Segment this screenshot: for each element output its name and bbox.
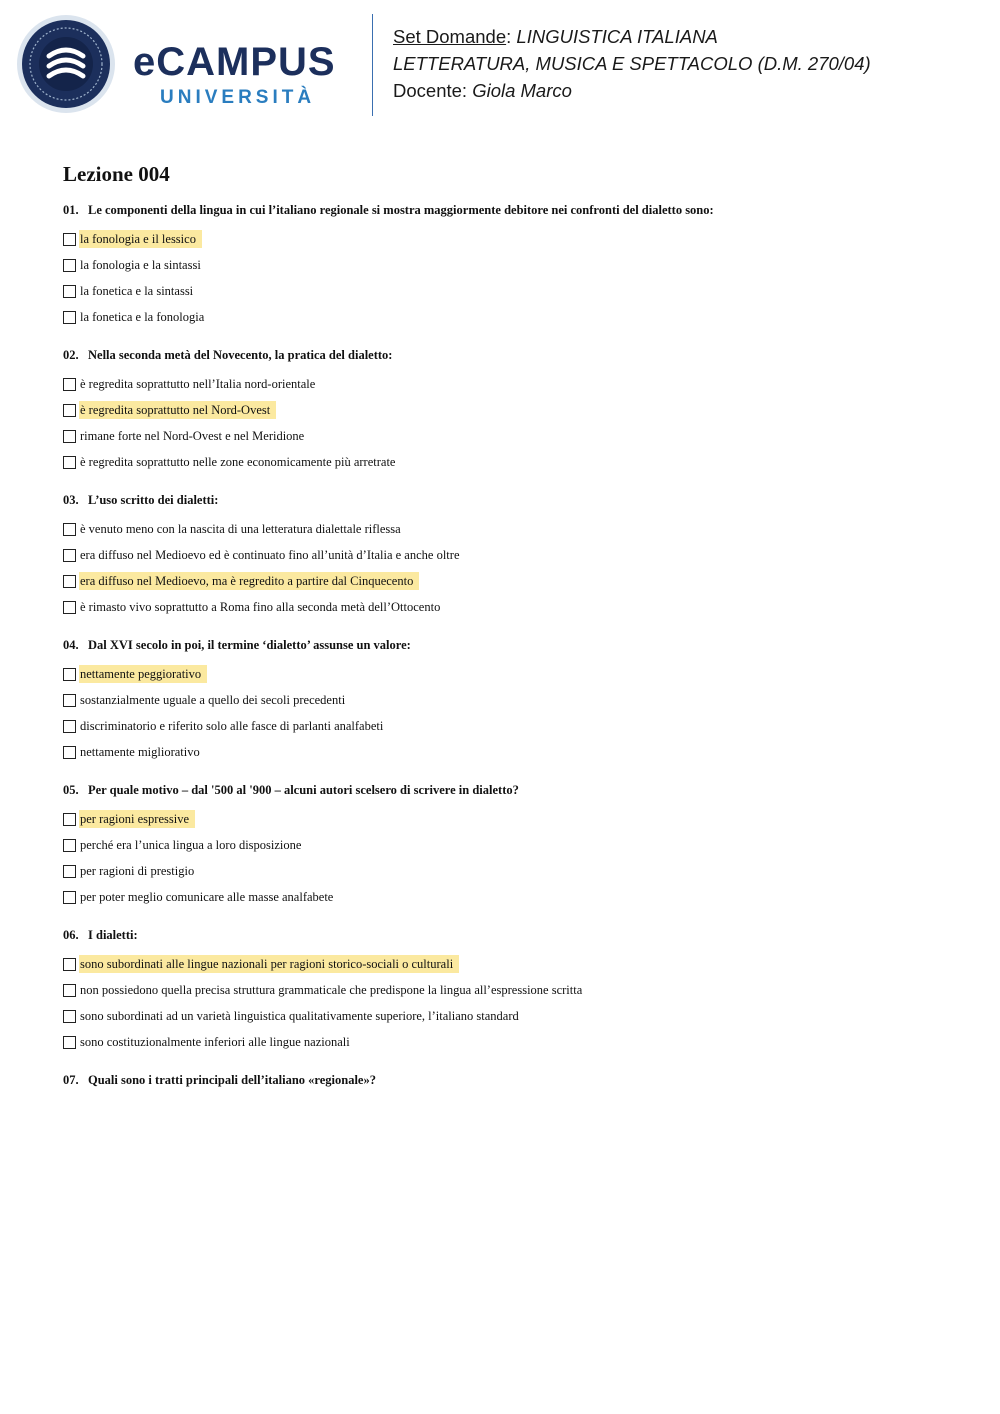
answer-label: la fonetica e la fonologia — [80, 310, 205, 324]
answer-label: per ragioni di prestigio — [80, 864, 195, 878]
answer-label: è regredita soprattutto nell’Italia nord-orientale — [80, 377, 316, 391]
answer-label-highlighted: sono subordinati alle lingue nazionali per ragioni storico-sociali o culturali — [79, 955, 459, 973]
question-text — [63, 490, 963, 510]
answer-label-highlighted: era diffuso nel Medioevo, ma è regredito a partire dal Cinquecento — [79, 572, 419, 590]
answer-checkbox[interactable] — [63, 1010, 76, 1023]
answer-checkbox[interactable] — [63, 575, 76, 588]
answer-checkbox[interactable] — [63, 720, 76, 733]
answer-checkbox[interactable] — [63, 430, 76, 443]
answer-option[interactable] — [63, 977, 963, 1003]
question-number: 05. — [63, 783, 79, 797]
answer-checkbox[interactable] — [63, 523, 76, 536]
answer-option[interactable] — [63, 687, 963, 713]
answer-option[interactable] — [63, 858, 963, 884]
answer-label: rimane forte nel Nord-Ovest e nel Meridione — [80, 429, 305, 443]
answer-label: è venuto meno con la nascita di una letteratura dialettale riflessa — [80, 522, 401, 536]
question-text — [63, 635, 963, 655]
answer-label: nettamente migliorativo — [80, 745, 200, 759]
answer-checkbox[interactable] — [63, 404, 76, 417]
question-number: 07. — [63, 1073, 79, 1087]
answer-option[interactable] — [63, 516, 963, 542]
answer-option[interactable] — [63, 542, 963, 568]
question-number: 02. — [63, 348, 79, 362]
header-info — [393, 23, 871, 104]
question-number: 06. — [63, 928, 79, 942]
program-name: LETTERATURA, MUSICA E SPETTACOLO (D.M. 270/04) — [393, 53, 871, 74]
question-block — [63, 490, 963, 620]
question-block — [63, 780, 963, 910]
question-text — [63, 780, 963, 800]
teacher-line — [393, 77, 871, 104]
answer-label: era diffuso nel Medioevo ed è continuato fino all’unità d’Italia e anche oltre — [80, 548, 460, 562]
answer-label: sono subordinati ad un varietà linguistica qualitativamente superiore, l’italiano standard — [80, 1009, 519, 1023]
question-block — [63, 345, 963, 475]
answer-label-highlighted: per ragioni espressive — [79, 810, 195, 828]
answer-checkbox[interactable] — [63, 746, 76, 759]
answer-checkbox[interactable] — [63, 378, 76, 391]
answer-option[interactable] — [63, 568, 963, 594]
answer-option[interactable] — [63, 739, 963, 765]
question-text — [63, 925, 963, 945]
question-label: L’uso scritto dei dialetti: — [88, 493, 219, 507]
question-block — [63, 200, 963, 330]
answer-checkbox[interactable] — [63, 891, 76, 904]
answer-label-highlighted: la fonologia e il lessico — [79, 230, 202, 248]
brand-name: eCAMPUS — [133, 40, 336, 84]
teacher-name: Giola Marco — [472, 80, 572, 101]
answer-checkbox[interactable] — [63, 285, 76, 298]
answer-checkbox[interactable] — [63, 311, 76, 324]
answer-option[interactable] — [63, 252, 963, 278]
answer-option[interactable] — [63, 397, 963, 423]
set-label: Set Domande — [393, 26, 507, 47]
answer-label: la fonetica e la sintassi — [80, 284, 194, 298]
answer-label: è regredita soprattutto nelle zone economicamente più arretrate — [80, 455, 396, 469]
brand-subtitle: UNIVERSITÀ — [160, 87, 316, 108]
question-list — [63, 200, 963, 1105]
question-block — [63, 635, 963, 765]
answer-label: la fonologia e la sintassi — [80, 258, 201, 272]
question-label: Dal XVI secolo in poi, il termine ‘dialetto’ assunse un valore: — [88, 638, 411, 652]
question-number: 04. — [63, 638, 79, 652]
answer-option[interactable] — [63, 423, 963, 449]
answer-label: discriminatorio e riferito solo alle fasce di parlanti analfabeti — [80, 719, 384, 733]
answer-label: sostanzialmente uguale a quello dei secoli precedenti — [80, 693, 346, 707]
answer-checkbox[interactable] — [63, 958, 76, 971]
question-label: Nella seconda metà del Novecento, la pratica del dialetto: — [88, 348, 393, 362]
answer-checkbox[interactable] — [63, 865, 76, 878]
answer-label: sono costituzionalmente inferiori alle lingue nazionali — [80, 1035, 350, 1049]
answer-checkbox[interactable] — [63, 233, 76, 246]
answer-option[interactable] — [63, 806, 963, 832]
answer-checkbox[interactable] — [63, 984, 76, 997]
answer-option[interactable] — [63, 449, 963, 475]
answer-option[interactable] — [63, 278, 963, 304]
question-text — [63, 1070, 963, 1090]
answer-checkbox[interactable] — [63, 1036, 76, 1049]
answer-checkbox[interactable] — [63, 549, 76, 562]
teacher-label: Docente: — [393, 80, 473, 101]
answer-checkbox[interactable] — [63, 601, 76, 614]
answer-label: perché era l’unica lingua a loro disposizione — [80, 838, 302, 852]
answer-label: per poter meglio comunicare alle masse analfabete — [80, 890, 334, 904]
lesson-title: Lezione 004 — [63, 162, 170, 186]
page-header — [0, 0, 1000, 130]
question-number: 03. — [63, 493, 79, 507]
answer-label-highlighted: è regredita soprattutto nel Nord-Ovest — [79, 401, 276, 419]
answer-label: non possiedono quella precisa struttura grammaticale che predispone la lingua all’espressione scritta — [80, 983, 583, 997]
answer-option[interactable] — [63, 713, 963, 739]
answer-option[interactable] — [63, 226, 963, 252]
course-name: LINGUISTICA ITALIANA — [516, 26, 718, 47]
answer-checkbox[interactable] — [63, 259, 76, 272]
answer-option[interactable] — [63, 1003, 963, 1029]
question-number: 01. — [63, 203, 79, 217]
question-label: Le componenti della lingua in cui l’italiano regionale si mostra maggiormente debitore nei confronti del dialetto sono: — [88, 203, 714, 217]
answer-option[interactable] — [63, 661, 963, 687]
answer-option[interactable] — [63, 594, 963, 620]
answer-option[interactable] — [63, 371, 963, 397]
answer-option[interactable] — [63, 832, 963, 858]
answer-option[interactable] — [63, 304, 963, 330]
answer-checkbox[interactable] — [63, 839, 76, 852]
question-text — [63, 345, 963, 365]
set-separator: : — [506, 26, 517, 47]
question-block — [63, 925, 963, 1055]
answer-label: è rimasto vivo soprattutto a Roma fino alla seconda metà dell’Ottocento — [80, 600, 441, 614]
question-text — [63, 200, 963, 220]
answer-checkbox[interactable] — [63, 813, 76, 826]
question-label: I dialetti: — [88, 928, 138, 942]
answer-checkbox[interactable] — [63, 456, 76, 469]
question-label: Quali sono i tratti principali dell’italiano «regionale»? — [88, 1073, 376, 1087]
answer-checkbox[interactable] — [63, 668, 76, 681]
question-block — [63, 1070, 963, 1090]
answer-option[interactable] — [63, 1029, 963, 1055]
answer-checkbox[interactable] — [63, 694, 76, 707]
course-line — [393, 23, 871, 50]
question-label: Per quale motivo – dal '500 al '900 – alcuni autori scelsero di scrivere in dialetto? — [88, 783, 519, 797]
header-divider — [372, 14, 373, 116]
answer-option[interactable] — [63, 884, 963, 910]
ecampus-seal-logo-icon — [16, 14, 116, 114]
answer-label-highlighted: nettamente peggiorativo — [79, 665, 207, 683]
answer-option[interactable] — [63, 951, 963, 977]
